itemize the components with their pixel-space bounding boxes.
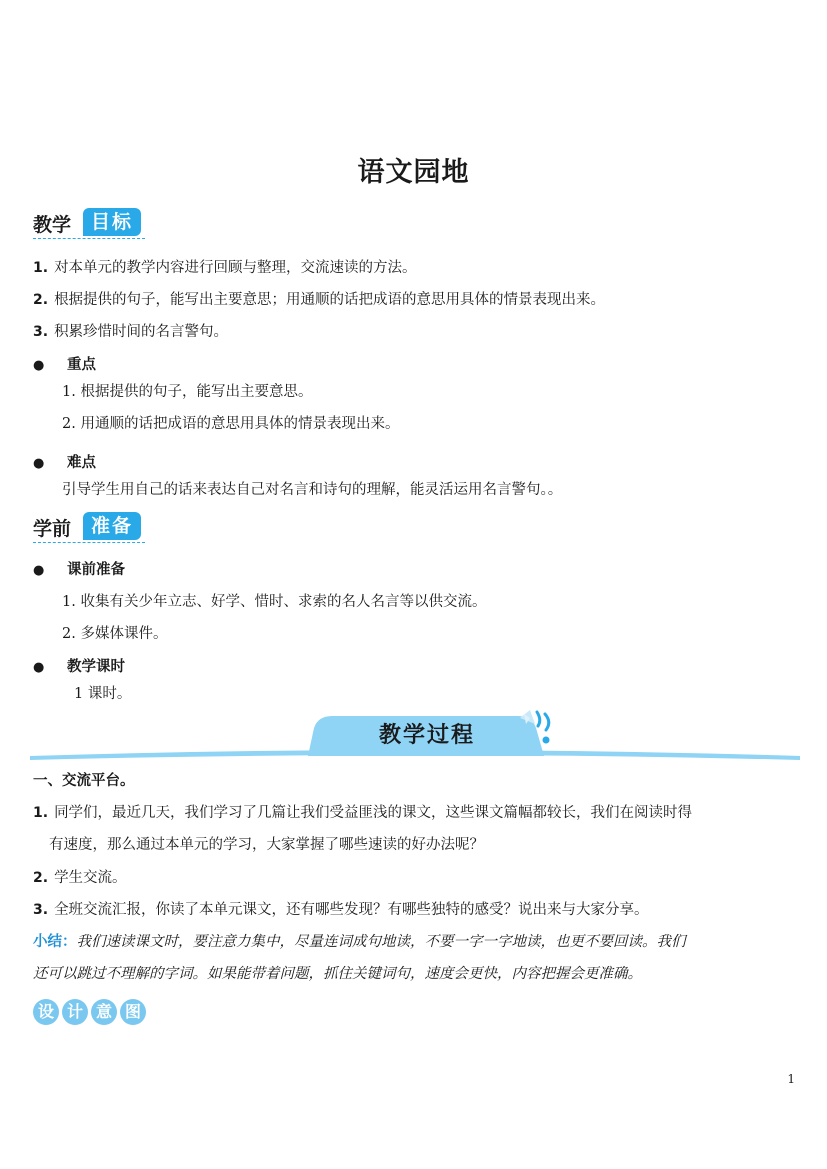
prep-item: 2. 多媒体课件。 xyxy=(62,626,168,642)
summary-line: 还可以跳过不理解的字词。如果能带着问题，抓住关键词句，速度会更快，内容把握会更准确。 xyxy=(33,966,642,982)
hours-text: 1 课时。 xyxy=(74,686,132,702)
prep-item: 1. 收集有关少年立志、好学、惜时、求索的名人名言等以供交流。 xyxy=(62,594,487,610)
objectives-heading-prefix: 教学 xyxy=(33,214,72,236)
summary-line: 小结：我们速读课文时，要注意力集中，尽量连词成句地读，不要一字一字地读，也更不要回读。我们 xyxy=(33,934,686,950)
process-item: 1. 同学们，最近几天，我们学习了几篇让我们受益匪浅的课文，这些课文篇幅都较长，我们在阅读时得 xyxy=(33,805,693,821)
difficulties-heading: ● 难点 xyxy=(33,455,96,471)
key-point-item: 2. 用通顺的话把成语的意思用具体的情景表现出来。 xyxy=(62,416,400,432)
objective-item: 3. 积累珍惜时间的名言警句。 xyxy=(33,324,229,340)
process-banner-title: 教学过程 xyxy=(378,723,475,748)
hours-heading: ● 教学课时 xyxy=(33,659,125,675)
key-points-heading: ● 重点 xyxy=(33,357,96,373)
process-banner xyxy=(30,710,800,762)
difficulties-text: 引导学生用自己的话来表达自己对名言和诗句的理解，能灵活运用名言警句。。 xyxy=(62,482,563,498)
objectives-heading xyxy=(33,208,153,240)
intent-char: 设 xyxy=(33,999,59,1025)
intent-char: 意 xyxy=(91,999,117,1025)
preparation-heading-badge: 准备 xyxy=(83,512,141,540)
bullet-icon: ● xyxy=(33,660,45,675)
heading-underline xyxy=(33,542,145,543)
objectives-heading-badge: 目标 xyxy=(83,208,141,236)
bullet-icon: ● xyxy=(33,563,45,578)
page-title: 语文园地 xyxy=(357,157,470,188)
bullet-icon: ● xyxy=(33,358,45,373)
preparation-heading-prefix: 学前 xyxy=(33,518,72,540)
objective-item: 2. 根据提供的句子，能写出主要意思；用通顺的话把成语的意思用具体的情景表现出来。 xyxy=(33,292,606,308)
key-point-item: 1. 根据提供的句子，能写出主要意思。 xyxy=(62,384,313,400)
summary-label: 小结： xyxy=(33,934,77,950)
process-item-continuation: 有速度，那么通过本单元的学习，大家掌握了哪些速读的好办法呢？ xyxy=(49,837,484,853)
intent-char: 计 xyxy=(62,999,88,1025)
bullet-icon: ● xyxy=(33,456,45,471)
prep-heading: ● 课前准备 xyxy=(33,562,125,578)
preparation-heading xyxy=(33,512,153,544)
process-item: 2. 学生交流。 xyxy=(33,870,127,886)
intent-char: 图 xyxy=(120,999,146,1025)
process-item: 3. 全班交流汇报，你读了本单元课文，还有哪些发现？有哪些独特的感受？说出来与大家分享。 xyxy=(33,902,649,918)
process-section-title: 一、交流平台。 xyxy=(33,773,135,789)
design-intent-badge xyxy=(33,999,149,1025)
objective-item: 1. 对本单元的教学内容进行回顾与整理，交流速读的方法。 xyxy=(33,260,417,276)
page-number: 1 xyxy=(787,1072,795,1086)
heading-underline xyxy=(33,238,145,239)
